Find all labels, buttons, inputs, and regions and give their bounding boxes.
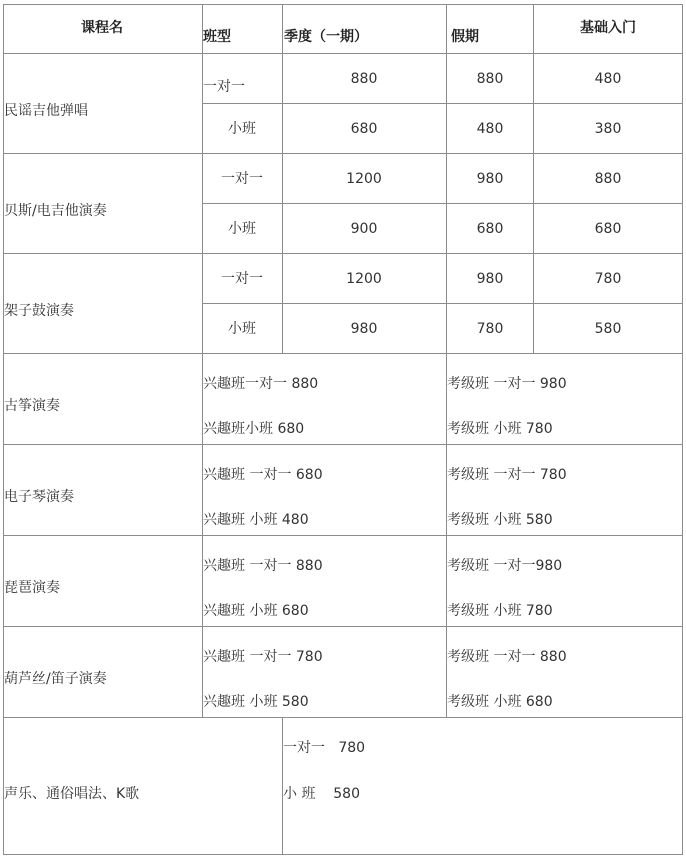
class-type: 一对一: [221, 271, 263, 287]
season-price: 880: [350, 71, 378, 87]
course-name: 架子鼓演奏: [4, 303, 74, 319]
basic-price: 380: [594, 121, 622, 137]
course-name: 琵琶演奏: [4, 580, 60, 596]
season-price: 980: [350, 321, 378, 337]
row-divider: [202, 203, 683, 204]
header-basic: 基础入门: [580, 20, 636, 36]
col-divider: [533, 4, 534, 354]
basic-price: 480: [594, 71, 622, 87]
interest-class-price: 兴趣班 一对一 780: [203, 649, 323, 665]
row-divider: [3, 444, 683, 445]
row-divider: [3, 717, 683, 718]
course-name: 贝斯/电吉他演奏: [4, 203, 107, 219]
interest-class-price: 兴趣班 小班 480: [203, 512, 309, 528]
interest-class-price: 兴趣班一对一 880: [203, 376, 319, 392]
row-divider: [3, 626, 683, 627]
course-name: 葫芦丝/笛子演奏: [4, 671, 107, 687]
table-border-top: [3, 4, 683, 5]
exam-class-price: 考级班 一对一 980: [447, 376, 567, 392]
season-price: 680: [350, 121, 378, 137]
course-name: 声乐、通俗唱法、K歌: [4, 786, 140, 802]
row-divider: [202, 103, 683, 104]
table-border-left: [3, 4, 4, 855]
holiday-price: 480: [476, 121, 504, 137]
holiday-price: 980: [476, 271, 504, 287]
basic-price: 680: [594, 221, 622, 237]
season-price: 1200: [346, 171, 382, 187]
basic-price: 880: [594, 171, 622, 187]
header-holiday: 假期: [451, 29, 479, 45]
exam-class-price: 考级班 一对一 780: [447, 467, 567, 483]
interest-class-price: 兴趣班 小班 580: [203, 694, 309, 710]
course-name: 民谣吉他弹唱: [4, 103, 88, 119]
vocal-class-price: 小 班 580: [283, 786, 360, 802]
class-type: 小班: [228, 221, 256, 237]
exam-class-price: 考级班 一对一 880: [447, 649, 567, 665]
interest-class-price: 兴趣班 小班 680: [203, 603, 309, 619]
basic-price: 780: [594, 271, 622, 287]
exam-class-price: 考级班 一对一980: [447, 558, 563, 574]
interest-class-price: 兴趣班小班 680: [203, 421, 305, 437]
row-divider: [3, 353, 683, 354]
holiday-price: 880: [476, 71, 504, 87]
holiday-price: 780: [476, 321, 504, 337]
header-divider: [3, 53, 683, 54]
interest-class-price: 兴趣班 一对一 680: [203, 467, 323, 483]
class-type: 小班: [228, 321, 256, 337]
season-price: 1200: [346, 271, 382, 287]
header-type: 班型: [203, 29, 231, 45]
class-type: 小班: [228, 121, 256, 137]
class-type: 一对一: [221, 171, 263, 187]
row-divider: [202, 303, 683, 304]
table-border-right: [682, 4, 683, 855]
exam-class-price: 考级班 小班 780: [447, 603, 553, 619]
header-season: 季度（一期）: [284, 29, 368, 45]
exam-class-price: 考级班 小班 580: [447, 512, 553, 528]
header-course: 课程名: [81, 20, 123, 36]
row-divider: [3, 153, 683, 154]
col-divider: [282, 4, 283, 354]
row-divider: [3, 253, 683, 254]
exam-class-price: 考级班 小班 680: [447, 694, 553, 710]
season-price: 900: [350, 221, 378, 237]
class-type: 一对一: [203, 79, 245, 95]
interest-class-price: 兴趣班 一对一 880: [203, 558, 323, 574]
course-name: 电子琴演奏: [4, 489, 74, 505]
holiday-price: 980: [476, 171, 504, 187]
row-divider: [3, 535, 683, 536]
course-name: 古筝演奏: [4, 398, 60, 414]
exam-class-price: 考级班 小班 780: [447, 421, 553, 437]
basic-price: 580: [594, 321, 622, 337]
holiday-price: 680: [476, 221, 504, 237]
vocal-class-price: 一对一 780: [283, 740, 366, 756]
table-border-bottom: [3, 854, 683, 855]
